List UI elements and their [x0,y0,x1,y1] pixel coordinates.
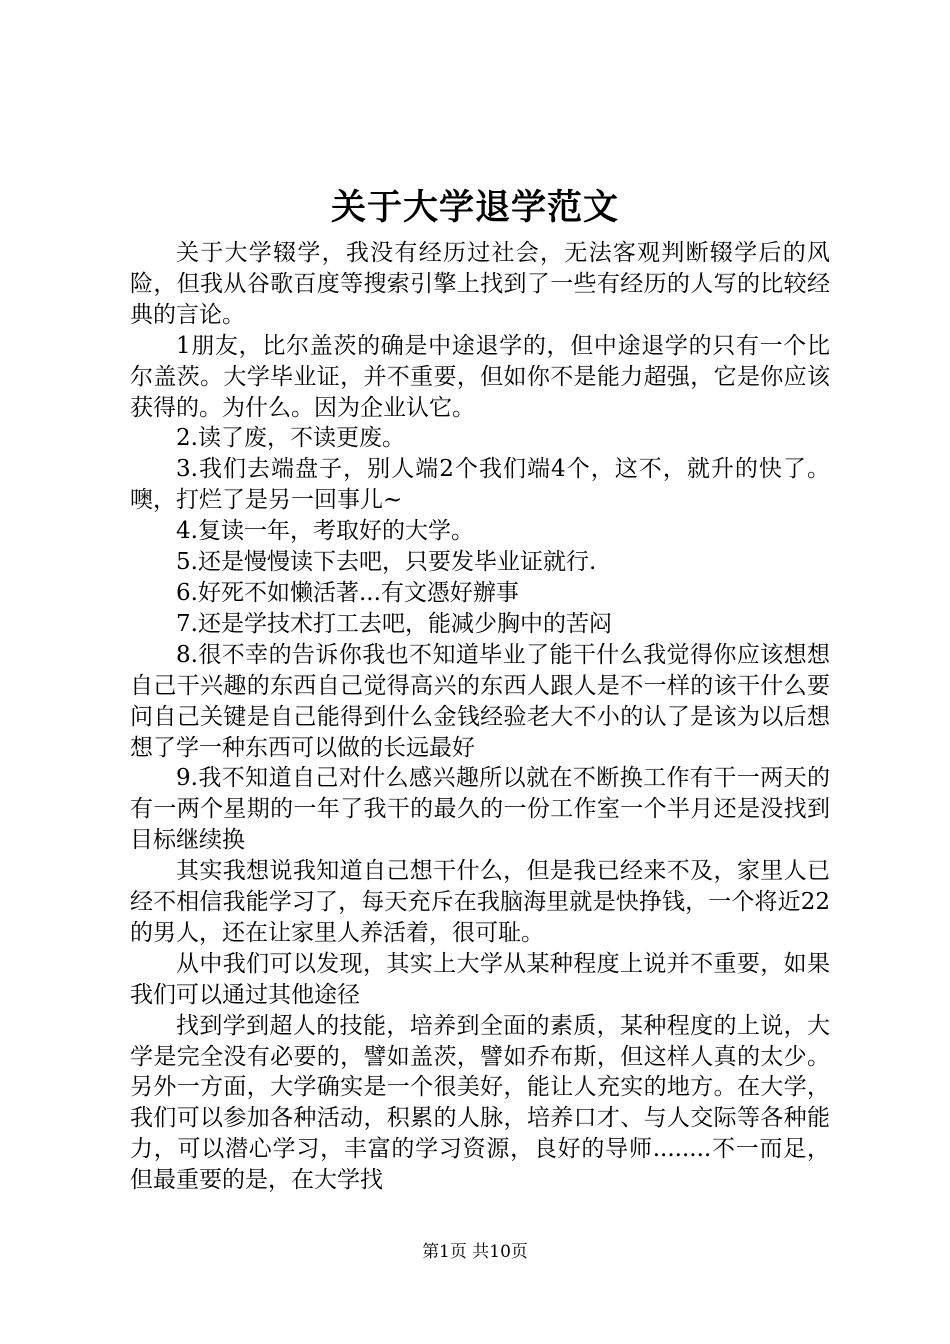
paragraph: 其实我想说我知道自己想干什么，但是我已经来不及，家里人已经不相信我能学习了，每天充斥在我脑海里就是快挣钱，一个将近22的男人，还在让家里人养活着，很可耻。 [130,858,830,946]
paragraph: 4.复读一年，考取好的大学。 [176,518,474,545]
paragraph: 找到学到超人的技能，培养到全面的素质，某种程度的上说，大学是完全没有必要的，譬如盖茨，譬如乔布斯，但这样人真的太少。另外一方面，大学确实是一个很美好，能让人充实的地方。在大学，我们可以参加各种活动，积累的人脉，培养口才、与人交际等各种能力，可以潜心学习，丰富的学习资源，良好的导师........不一而足，但最重要的是，在大学找 [130,1012,830,1194]
paragraph: 2.读了废，不读更废。 [176,425,405,452]
paragraph: 1朋友，比尔盖茨的确是中途退学的，但中途退学的只有一个比尔盖茨。大学毕业证，并不重要，但如你不是能力超强，它是你应该获得的。为什么。因为企业认它。 [130,332,830,421]
paragraph: 从中我们可以发现，其实上大学从某种程度上说并不重要，如果我们可以通过其他途径 [130,950,830,1008]
paragraph: 8.很不幸的告诉你我也不知道毕业了能干什么我觉得你应该想想自己干兴趣的东西自己觉得高兴的东西人跟人是不一样的该干什么要问自己关键是自己能得到什么金钱经验老大不小的认了是该为以后想想了学一种东西可以做的长远最好 [130,641,830,761]
document-body [130,238,830,1196]
paragraph: 5.还是慢慢读下去吧，只要发毕业证就行. [176,549,597,576]
paragraph: 关于大学辍学，我没有经历过社会，无法客观判断辍学后的风险，但我从谷歌百度等搜索引擎上找到了一些有经历的人写的比较经典的言论。 [130,240,830,328]
paragraph: 6.好死不如懒活著...有文憑好辦事 [176,579,519,606]
paragraph: 3.我们去端盘子，别人端2个我们端4个，这不，就升的快了。噢，打烂了是另一回事儿~ [130,456,830,514]
paragraph: 9.我不知道自己对什么感兴趣所以就在不断换工作有干一两天的有一两个星期的一年了我干的最久的一份工作室一个半月还是没找到目标继续换 [130,765,830,854]
document-title: 关于大学退学范文 [330,187,619,228]
paragraph: 7.还是学技术打工去吧，能减少胸中的苦闷 [176,610,612,637]
page-number-footer: 第1页 共10页 [422,1242,528,1262]
